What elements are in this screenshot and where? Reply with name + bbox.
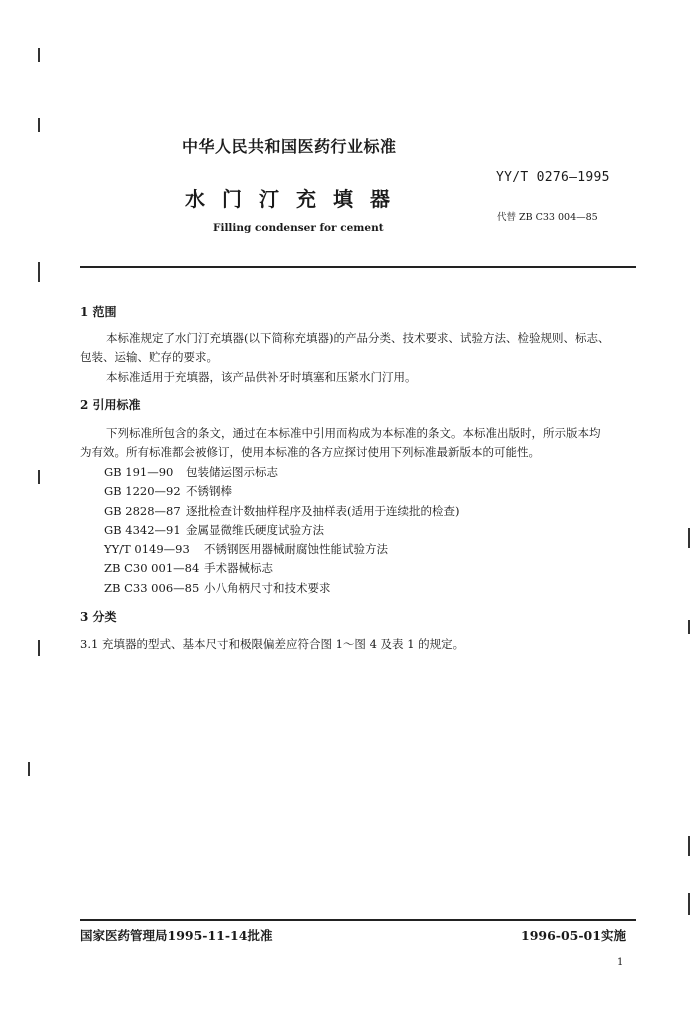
- scan-edge-mark: [38, 262, 40, 282]
- section-2-paragraph: 下列标准所包含的条文，通过在本标准中引用而构成为本标准的条文。本标准出版时，所示版本均: [106, 426, 601, 440]
- list-item: [104, 482, 459, 501]
- section-1-paragraph: 本标准规定了水门汀充填器(以下简称充填器)的产品分类、技术要求、试验方法、检验规则、标志、: [106, 331, 610, 345]
- scan-edge-mark: [688, 528, 690, 548]
- document-title: 水门汀充填器: [185, 187, 407, 211]
- reference-code: GB 4342—91: [104, 522, 181, 537]
- reference-code: GB 191—90: [104, 465, 174, 479]
- section-2-heading: 2 引用标准: [80, 398, 141, 412]
- list-item: [104, 463, 459, 482]
- section-3-heading: 3 分类: [80, 610, 117, 624]
- reference-code: ZB C30 001—84: [104, 561, 200, 576]
- list-item: [104, 502, 459, 521]
- standard-code: YY/T 0276—1995: [496, 170, 610, 185]
- scan-edge-mark: [688, 620, 690, 634]
- approval-date: 国家医药管理局1995-11-14批准: [80, 928, 273, 943]
- issuing-body: 中华人民共和国医药行业标准: [182, 137, 397, 156]
- section-2-paragraph: 为有效。所有标准都会被修订，使用本标准的各方应探讨使用下列标准最新版本的可能性。: [80, 445, 540, 459]
- footer-divider: [80, 919, 636, 921]
- clause-3-1: 3.1 充填器的型式、基本尺寸和极限偏差应符合图 1～图 4 及表 1 的规定。: [80, 637, 465, 651]
- reference-code: ZB C33 006—85: [104, 580, 200, 595]
- reference-code: YY/T 0149—93: [104, 542, 190, 557]
- scan-edge-mark: [38, 470, 40, 484]
- list-item: [104, 579, 459, 598]
- section-1-paragraph: 本标准适用于充填器，该产品供补牙时填塞和压紧水门汀用。: [106, 370, 417, 384]
- reference-list: [104, 463, 459, 598]
- reference-code: GB 1220—92: [104, 484, 181, 499]
- replaces-note: 代替 ZB C33 004—85: [497, 212, 598, 223]
- scan-edge-mark: [688, 836, 690, 856]
- english-title: Filling condenser for cement: [213, 222, 384, 234]
- reference-title: 逐批检查计数抽样程序及抽样表(适用于连续批的检查): [186, 503, 460, 518]
- list-item: [104, 521, 459, 540]
- reference-title: 不锈钢棒: [186, 484, 232, 499]
- scan-edge-mark: [28, 762, 30, 776]
- scan-edge-mark: [688, 893, 690, 915]
- header-divider: [80, 266, 636, 268]
- scan-edge-mark: [38, 640, 40, 656]
- page-number: 1: [617, 957, 624, 968]
- scan-edge-mark: [38, 48, 40, 62]
- section-1-paragraph: 包装、运输、贮存的要求。: [80, 350, 218, 364]
- reference-title: 包装储运图示标志: [186, 465, 278, 479]
- reference-title: 小八角柄尺寸和技术要求: [204, 580, 331, 595]
- implementation-date: 1996-05-01实施: [521, 928, 626, 943]
- scan-edge-mark: [38, 118, 40, 132]
- reference-code: GB 2828—87: [104, 503, 181, 518]
- list-item: [104, 540, 459, 559]
- list-item: [104, 559, 459, 578]
- reference-title: 手术器械标志: [204, 561, 273, 576]
- reference-title: 金属显微维氏硬度试验方法: [186, 522, 324, 537]
- section-1-heading: 1 范围: [80, 305, 117, 319]
- reference-title: 不锈钢医用器械耐腐蚀性能试验方法: [204, 542, 388, 557]
